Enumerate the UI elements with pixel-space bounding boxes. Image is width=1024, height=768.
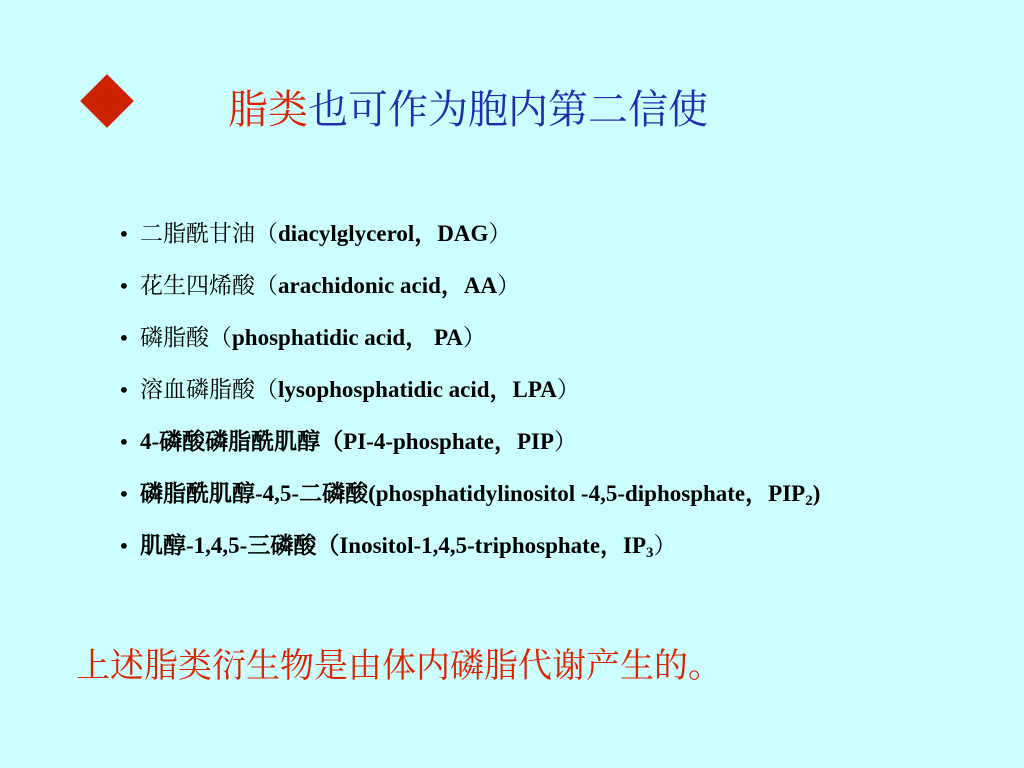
item-subscript: 2 (805, 493, 813, 509)
item-close: ） (488, 221, 512, 247)
item-chinese: 4-磷酸磷脂酰肌醇（ (140, 429, 344, 454)
item-chinese: 磷脂酰肌醇-4,5-二磷酸 (140, 481, 369, 506)
title-highlight: 脂类 (228, 87, 308, 133)
item-subscript: 3 (646, 545, 654, 561)
item-english: arachidonic acid，AA (278, 273, 498, 298)
item-english: phosphatidic acid， PA (232, 325, 463, 350)
item-english: Inositol-1,4,5-triphosphate，IP (339, 533, 647, 558)
item-close: ） (653, 533, 677, 559)
diamond-bullet-icon (80, 74, 134, 128)
conclusion-text: 上述脂类衍生物是由体内磷脂代谢产生的。 (76, 646, 722, 686)
list-item (118, 520, 938, 572)
item-chinese: 溶血磷脂酸（ (140, 377, 278, 403)
bullet: • (118, 326, 130, 350)
item-chinese: 磷脂酸（ (140, 325, 232, 351)
item-chinese: 二脂酰甘油（ (140, 221, 278, 247)
item-english: (phosphatidylinositol -4,5-diphosphate，PIP (368, 481, 806, 506)
item-english: PI-4-phosphate，PIP (343, 429, 555, 454)
item-chinese: 肌醇-1,4,5-三磷酸（ (140, 533, 340, 558)
item-close: ） (554, 429, 578, 455)
item-close: ） (462, 325, 486, 351)
list-item (118, 312, 938, 364)
bullet: • (118, 222, 130, 246)
bullet-list (118, 208, 938, 572)
item-close: ） (556, 377, 580, 403)
list-item (118, 364, 938, 416)
bullet: • (118, 482, 130, 506)
list-item (118, 416, 938, 468)
item-close: ) (812, 481, 821, 506)
bullet: • (118, 534, 130, 558)
list-item (118, 208, 938, 260)
title-rest: 也可作为胞内第二信使 (308, 87, 708, 133)
item-english: diacylglycerol，DAG (278, 221, 489, 246)
slide-title (228, 80, 708, 140)
item-close: ） (497, 273, 521, 299)
bullet: • (118, 430, 130, 454)
bullet: • (118, 274, 130, 298)
bullet: • (118, 378, 130, 402)
item-chinese: 花生四烯酸（ (140, 273, 278, 299)
list-item (118, 468, 938, 520)
list-item (118, 260, 938, 312)
item-english: lysophosphatidic acid，LPA (278, 377, 557, 402)
